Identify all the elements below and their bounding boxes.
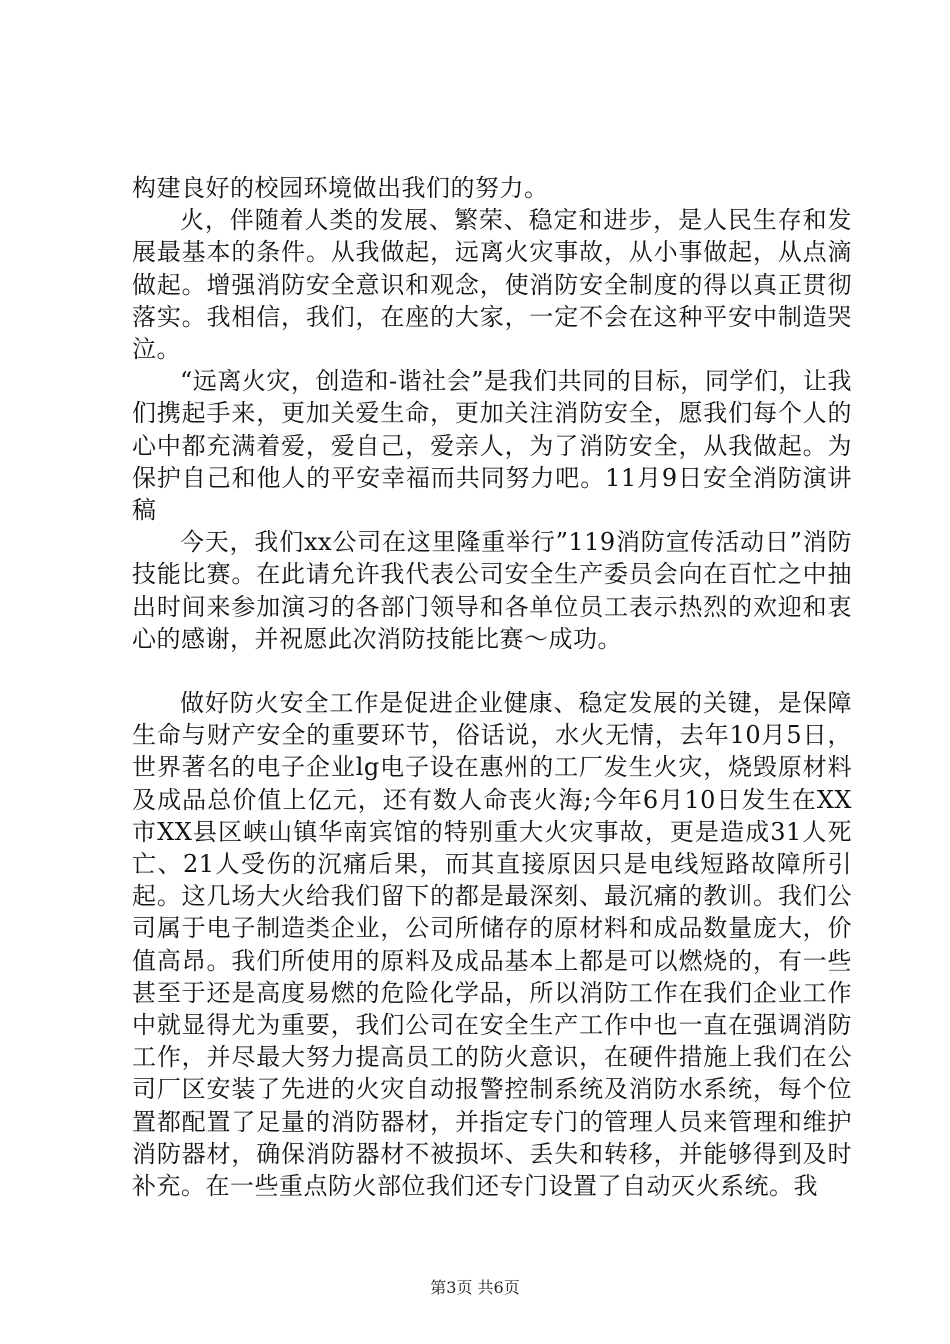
- paragraph-4: 今天，我们xx公司在这里隆重举行”119消防宣传活动日”消防技能比赛。在此请允许我代表公司安全生产委员会向在百忙之中抽出时间来参加演习的各部门领导和各单位员工表示热烈的欢迎和衷心的感谢，并祝愿此次消防技能比赛～成功。: [132, 528, 852, 653]
- paragraph-3: “远离火灾，创造和-谐社会”是我们共同的目标，同学们，让我们携起手来，更加关爱生命，更加关注消防安全，愿我们每个人的心中都充满着爱，爱自己，爱亲人，为了消防安全，从我做起。为保护自己和他人的平安幸福而共同努力吧。11月9日安全消防演讲稿: [132, 367, 852, 525]
- page-number-footer: 第3页 共6页: [430, 1278, 520, 1297]
- document-body: [132, 172, 852, 1202]
- paragraph-5: 做好防火安全工作是促进企业健康、稳定发展的关键，是保障生命与财产安全的重要环节，俗话说，水火无情，去年10月5日，世界著名的电子企业lg电子设在惠州的工厂发生火灾，烧毁原材料及成品总价值上亿元，还有数人命丧火海;今年6月10日发生在XX市XX县区峡山镇华南宾馆的特别重大火灾事故，更是造成31人死亡、21人受伤的沉痛后果，而其直接原因只是电线短路故障所引起。这几场大火给我们留下的都是最深刻、最沉痛的教训。我们公司属于电子制造类企业，公司所储存的原材料和成品数量庞大，价值高昂。我们所使用的原料及成品基本上都是可以燃烧的，有一些甚至于还是高度易燃的危险化学品，所以消防工作在我们企业工作中就显得尤为重要，我们公司在安全生产工作中也一直在强调消防工作，并尽最大努力提高员工的防火意识，在硬件措施上我们在公司厂区安装了先进的火灾自动报警控制系统及消防水系统，每个位置都配置了足量的消防器材，并指定专门的管理人员来管理和维护消防器材，确保消防器材不被损坏、丢失和转移，并能够得到及时补充。在一些重点防火部位我们还专门设置了自动灭火系统。我: [132, 689, 852, 1201]
- paragraph-1: 构建良好的校园环境做出我们的努力。: [132, 174, 549, 202]
- paragraph-2: 火，伴随着人类的发展、繁荣、稳定和进步，是人民生存和发展最基本的条件。从我做起，远离火灾事故，从小事做起，从点滴做起。增强消防安全意识和观念，使消防安全制度的得以真正贯彻落实。我相信，我们，在座的大家，一定不会在这种平安中制造哭泣。: [132, 206, 852, 364]
